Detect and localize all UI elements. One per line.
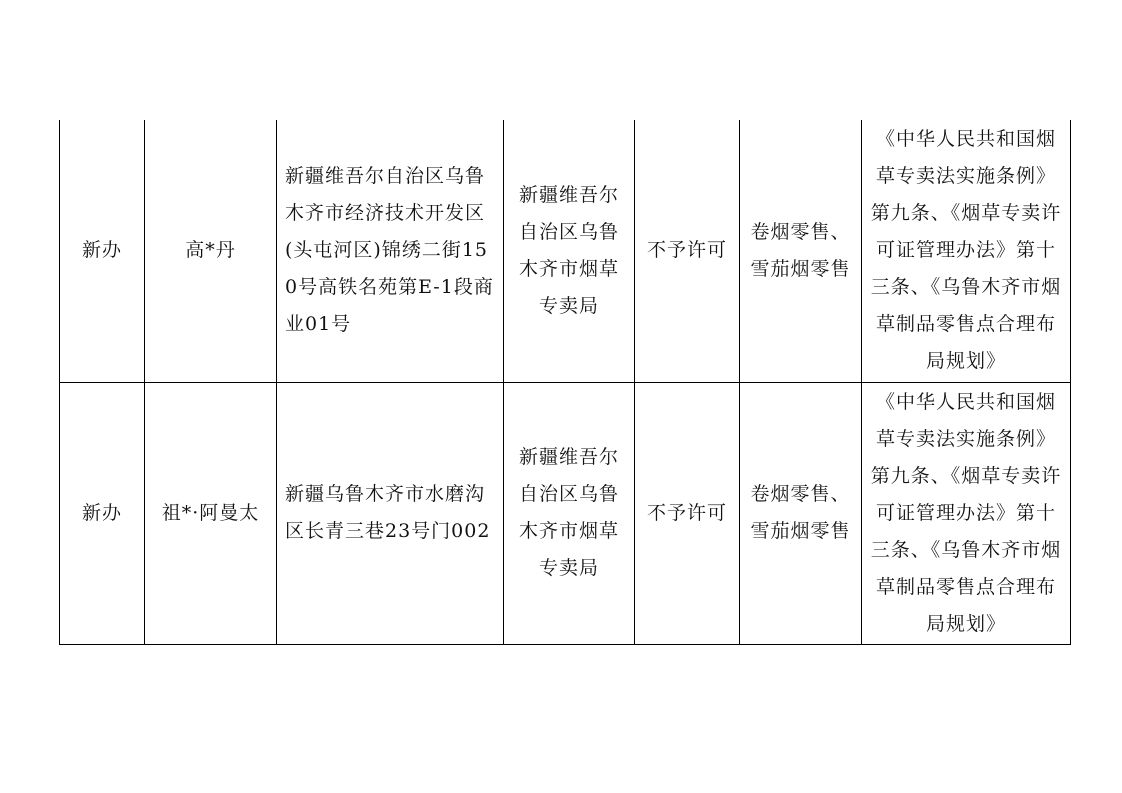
legal-basis: 《中华人民共和国烟草专卖法实施条例》第九条、《烟草专卖许可证管理办法》第十三条、《乌鲁木齐市烟草制品零售点合理布局规划》 bbox=[870, 128, 1062, 373]
licensing-authority: 新疆维吾尔自治区乌鲁木齐市烟草专卖局 bbox=[518, 183, 619, 317]
table-row bbox=[60, 120, 1071, 382]
business-address: 新疆乌鲁木齐市水磨沟区长青三巷23号门002 bbox=[285, 483, 491, 542]
authority-cell bbox=[504, 120, 635, 382]
business-scope-cell bbox=[740, 120, 862, 382]
license-decision-table bbox=[59, 120, 1071, 645]
business-scope-cell bbox=[740, 382, 862, 644]
business-scope: 卷烟零售、雪茄烟零售 bbox=[750, 220, 851, 280]
decision-result: 不予许可 bbox=[646, 239, 727, 262]
licensing-authority: 新疆维吾尔自治区乌鲁木齐市烟草专卖局 bbox=[518, 446, 619, 579]
application-type: 新办 bbox=[81, 239, 122, 262]
applicant-name-cell bbox=[145, 382, 277, 644]
legal-basis-cell bbox=[862, 120, 1071, 382]
applicant-name: 高*丹 bbox=[185, 239, 236, 262]
table-row bbox=[60, 382, 1071, 644]
applicant-name: 祖*·阿曼太 bbox=[161, 501, 260, 524]
business-address-cell bbox=[277, 120, 504, 382]
application-type-cell bbox=[60, 382, 145, 644]
business-address: 新疆维吾尔自治区乌鲁木齐市经济技术开发区(头屯河区)锦绣二街150号高铁名苑第E-1段商业01号 bbox=[285, 165, 494, 336]
legal-basis: 《中华人民共和国烟草专卖法实施条例》第九条、《烟草专卖许可证管理办法》第十三条、《乌鲁木齐市烟草制品零售点合理布局规划》 bbox=[870, 390, 1062, 635]
applicant-name-cell bbox=[145, 120, 277, 382]
application-type-cell bbox=[60, 120, 145, 382]
application-type: 新办 bbox=[81, 501, 122, 524]
legal-basis-cell bbox=[862, 382, 1071, 644]
business-scope: 卷烟零售、雪茄烟零售 bbox=[750, 483, 851, 542]
business-address-cell bbox=[277, 382, 504, 644]
decision-result-cell bbox=[635, 120, 740, 382]
decision-result-cell bbox=[635, 382, 740, 644]
authority-cell bbox=[504, 382, 635, 644]
decision-result: 不予许可 bbox=[646, 501, 727, 524]
